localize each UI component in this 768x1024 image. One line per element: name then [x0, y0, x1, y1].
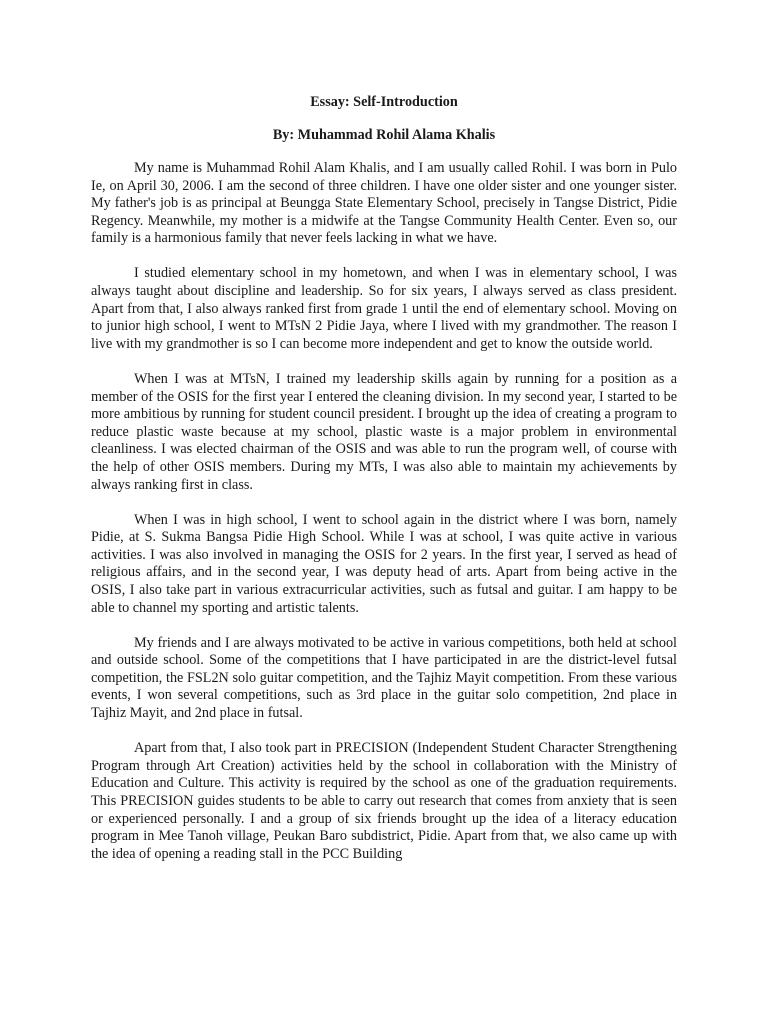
document-title: Essay: Self-Introduction — [310, 94, 458, 110]
document-byline: By: Muhammad Rohil Alama Khalis — [272, 127, 496, 143]
paragraph-1: My name is Muhammad Rohil Alam Khalis, and I am usually called Rohil. I was born in Pulo Ie, on April 30, 2006. I am the second of three children. I have one older sister and one younger sister. My father's job is as principal at Beungga State Elementary School, precisely in Tangse District, Pidie Regency. Meanwhile, my mother is a midwife at the Tangse Community Health Center. Even so, our family is a harmonious family that never feels lacking in what we have. — [91, 160, 677, 247]
paragraph-2: I studied elementary school in my hometown, and when I was in elementary school, I was always taught about discipline and leadership. So for six years, I always served as class president. Apart from that, I also always ranked first from grade 1 until the end of elementary school. Moving on to junior high school, I went to MTsN 2 Pidie Jaya, where I lived with my grandmother. The reason I live with my grandmother is so I can become more independent and get to know the outside world. — [91, 265, 677, 352]
document-body — [91, 94, 677, 881]
paragraph-4: When I was in high school, I went to school again in the district where I was born, namely Pidie, at S. Sukma Bangsa Pidie High School. While I was at school, I was quite active in various activities. I was also involved in managing the OSIS for 2 years. In the first year, I served as head of religious affairs, and in the second year, I was deputy head of arts. Apart from being active in the OSIS, I also take part in various extracurricular activities, such as futsal and guitar. I am happy to be able to channel my sporting and artistic talents. — [91, 511, 677, 616]
paragraph-3: When I was at MTsN, I trained my leadership skills again by running for a position as a member of the OSIS for the first year I entered the cleaning division. In my second year, I started to be more ambitious by running for student council president. I brought up the idea of creating a program to reduce plastic waste because at my school, plastic waste is a major problem in environmental cleanliness. I was elected chairman of the OSIS and was able to run the program well, of course with the help of other OSIS members. During my MTs, I was also able to maintain my achievements by always ranking first in class. — [91, 370, 677, 493]
paragraph-5: My friends and I are always motivated to be active in various competitions, both held at school and outside school. Some of the competitions that I have participated in are the district-level futsal competition, the FSL2N solo guitar competition, and the Tajhiz Mayit competition. From these various events, I won several competitions, such as 3rd place in the guitar solo competition, 2nd place in Tajhiz Mayit, and 2nd place in futsal. — [91, 634, 677, 722]
paragraph-6: Apart from that, I also took part in PRECISION (Independent Student Character Strengthening Program through Art Creation) activities held by the school in collaboration with the Ministry of Education and Culture. This activity is required by the school as one of the graduation requirements. This PRECISION guides students to be able to carry out research that comes from anxiety that is seen or experienced personally. I and a group of six friends brought up the idea of a literacy education program in Mee Tanoh village, Peukan Baro subdistrict, Pidie. Apart from that, we also came up with the idea of opening a reading stall in the PCC Building — [91, 740, 677, 862]
